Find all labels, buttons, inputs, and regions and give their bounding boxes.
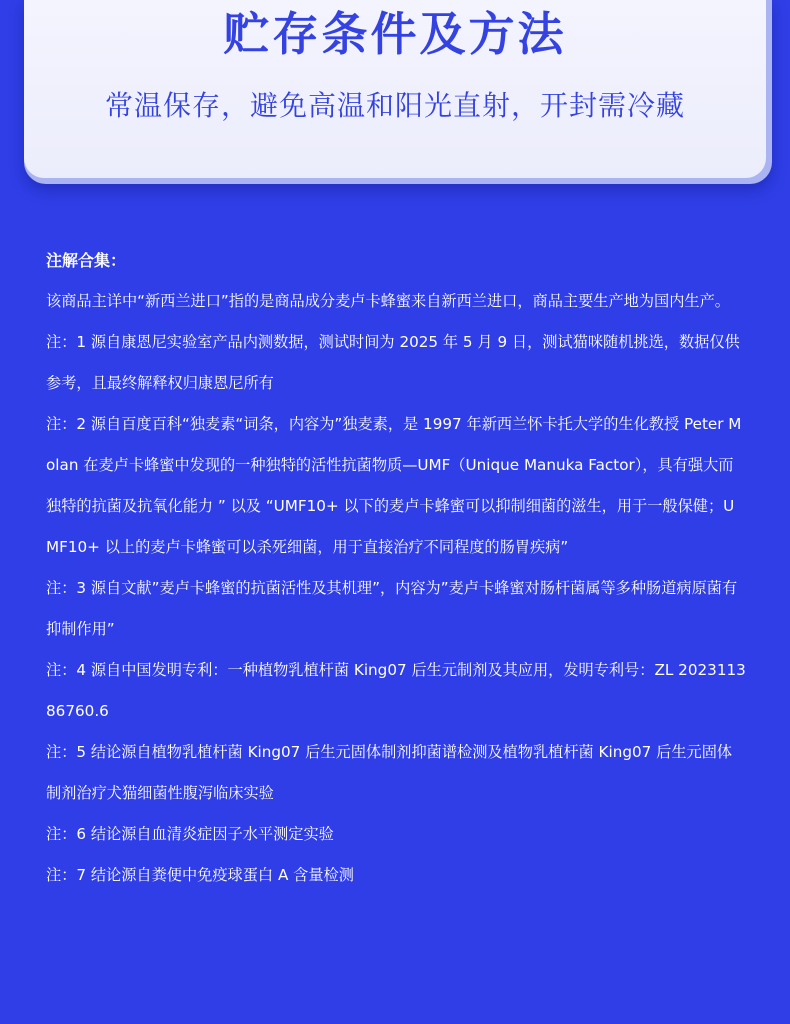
notes-heading: 注解合集：	[46, 251, 127, 270]
note-item: 注：1 源自康恩尼实验室产品内测数据，测试时间为 2025 年 5 月 9 日，测试猫咪随机挑选，数据仅供参考，且最终解释权归康恩尼所有	[46, 333, 740, 392]
page-subtitle: 常温保存，避免高温和阳光直射，开封需冷藏	[104, 89, 685, 122]
note-item: 注：6 结论源自血清炎症因子水平测定实验	[46, 825, 334, 843]
notes-section	[46, 240, 746, 896]
note-item: 注：5 结论源自植物乳植杆菌 King07 后生元固体制剂抑菌谱检测及植物乳植杆菌 King07 后生元固体制剂治疗犬猫细菌性腹泻临床实验	[46, 743, 733, 802]
note-item: 注：7 结论源自粪便中免疫球蛋白 A 含量检测	[46, 866, 354, 884]
header-card-shadow	[24, 0, 772, 184]
note-item: 注：3 源自文献”麦卢卡蜂蜜的抗菌活性及其机理”，内容为”麦卢卡蜂蜜对肠杆菌属等多种肠道病原菌有抑制作用”	[46, 579, 738, 638]
note-item: 该商品主详中“新西兰进口”指的是商品成分麦卢卡蜂蜜来自新西兰进口，商品主要生产地为国内生产。	[46, 292, 730, 310]
note-item: 注：2 源自百度百科“独麦素“词条，内容为”独麦素，是 1997 年新西兰怀卡托大学的生化教授 Peter Molan 在麦卢卡蜂蜜中发现的一种独特的活性抗菌物质—UMF（Unique Manuka Factor），具有强大而独特的抗菌及抗氧化能力 ” 以及 “UMF10+ 以下的麦卢卡蜂蜜可以抑制细菌的滋生，用于一般保健；UMF10+ 以上的麦卢卡蜂蜜可以杀死细菌，用于直接治疗不同程度的肠胃疾病”	[46, 415, 742, 556]
page-title: 贮存条件及方法	[223, 7, 567, 61]
header-card	[24, 0, 766, 178]
note-item: 注：4 源自中国发明专利：一种植物乳植杆菌 King07 后生元制剂及其应用，发明专利号：ZL 202311386760.6	[46, 661, 746, 720]
